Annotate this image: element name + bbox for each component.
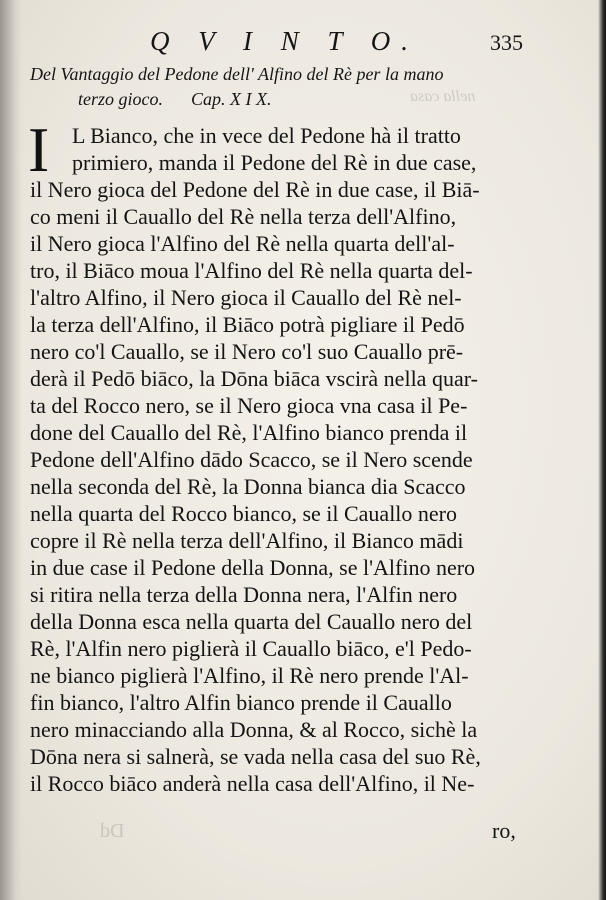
- text-line: tro, il Biāco moua l'Alfino del Rè nella quarta del-: [30, 258, 473, 283]
- bleed-through-text: Dd: [100, 820, 125, 842]
- text-line: derà il Pedō biāco, la Dōna biāca vscirà nella quar-: [30, 366, 478, 391]
- text-line: il Rocco biāco anderà nella casa dell'Alfino, il Ne-: [30, 771, 475, 796]
- page-number: 335: [490, 30, 523, 55]
- text-line: la terza dell'Alfino, il Biāco potrà pigliare il Pedō: [30, 312, 465, 337]
- text-line: ta del Rocco nero, se il Nero gioca vna casa il Pe-: [30, 393, 468, 418]
- text-line: nero co'l Cauallo, se il Nero co'l suo Cauallo prē-: [30, 339, 464, 364]
- bleed-through-text: nella casa: [410, 88, 476, 105]
- text-line: fin bianco, l'altro Alfin bianco prende il Cauallo: [30, 690, 452, 715]
- text-line: si ritira nella terza della Donna nera, l'Alfin nero: [30, 582, 458, 607]
- text-line: Dōna nera si salnerà, se vada nella casa del suo Rè,: [30, 744, 481, 769]
- text-line: in due case il Pedone della Donna, se l'Alfino nero: [30, 555, 476, 580]
- text-line: Rè, l'Alfin nero piglierà il Cauallo biāco, e'l Pedo-: [30, 636, 472, 661]
- text-line: primiero, manda il Pedone del Rè in due case,: [72, 150, 477, 175]
- running-head: Q V I N T O.: [150, 26, 420, 56]
- chapter-title-line-2-text: terzo gioco.: [78, 89, 163, 109]
- text-line: della Donna esca nella quarta del Cauallo nero del: [30, 609, 473, 634]
- text-line: nero minacciando alla Donna, & al Rocco, sichè la: [30, 717, 478, 742]
- text-line: nella quarta del Rocco bianco, se il Cauallo nero: [30, 501, 458, 526]
- text-line: Pedone dell'Alfino dādo Scacco, se il Nero scende: [30, 447, 473, 472]
- text-line: nella seconda del Rè, la Donna bianca dia Scacco: [30, 474, 466, 499]
- text-line: ne bianco piglierà l'Alfino, il Rè nero prende l'Al-: [30, 663, 469, 688]
- chapter-heading: [30, 62, 570, 112]
- text-line: L Bianco, che in vece del Pedone hà il tratto: [72, 123, 461, 148]
- catchword: ro,: [492, 818, 516, 843]
- text-line: done del Cauallo del Rè, l'Alfino bianco prenda il: [30, 420, 468, 445]
- page-edge: [598, 0, 606, 900]
- body-text: [30, 122, 570, 797]
- chapter-number: Cap. X I X.: [191, 89, 272, 109]
- text-line: l'altro Alfino, il Nero gioca il Cauallo del Rè nel-: [30, 285, 462, 310]
- drop-capital: I: [28, 114, 50, 185]
- text-line: co meni il Cauallo del Rè nella terza dell'Alfino,: [30, 204, 457, 229]
- chapter-title-line-2: [30, 87, 570, 112]
- text-line: il Nero gioca del Pedone del Rè in due case, il Biā-: [30, 177, 480, 202]
- text-line: il Nero gioca l'Alfino del Rè nella quarta dell'al-: [30, 231, 455, 256]
- page-gutter-shadow: [0, 0, 22, 900]
- text-line: copre il Rè nella terza dell'Alfino, il Bianco mādi: [30, 528, 464, 553]
- chapter-title-line-1: Del Vantaggio del Pedone dell' Alfino del Rè per la mano: [30, 64, 444, 84]
